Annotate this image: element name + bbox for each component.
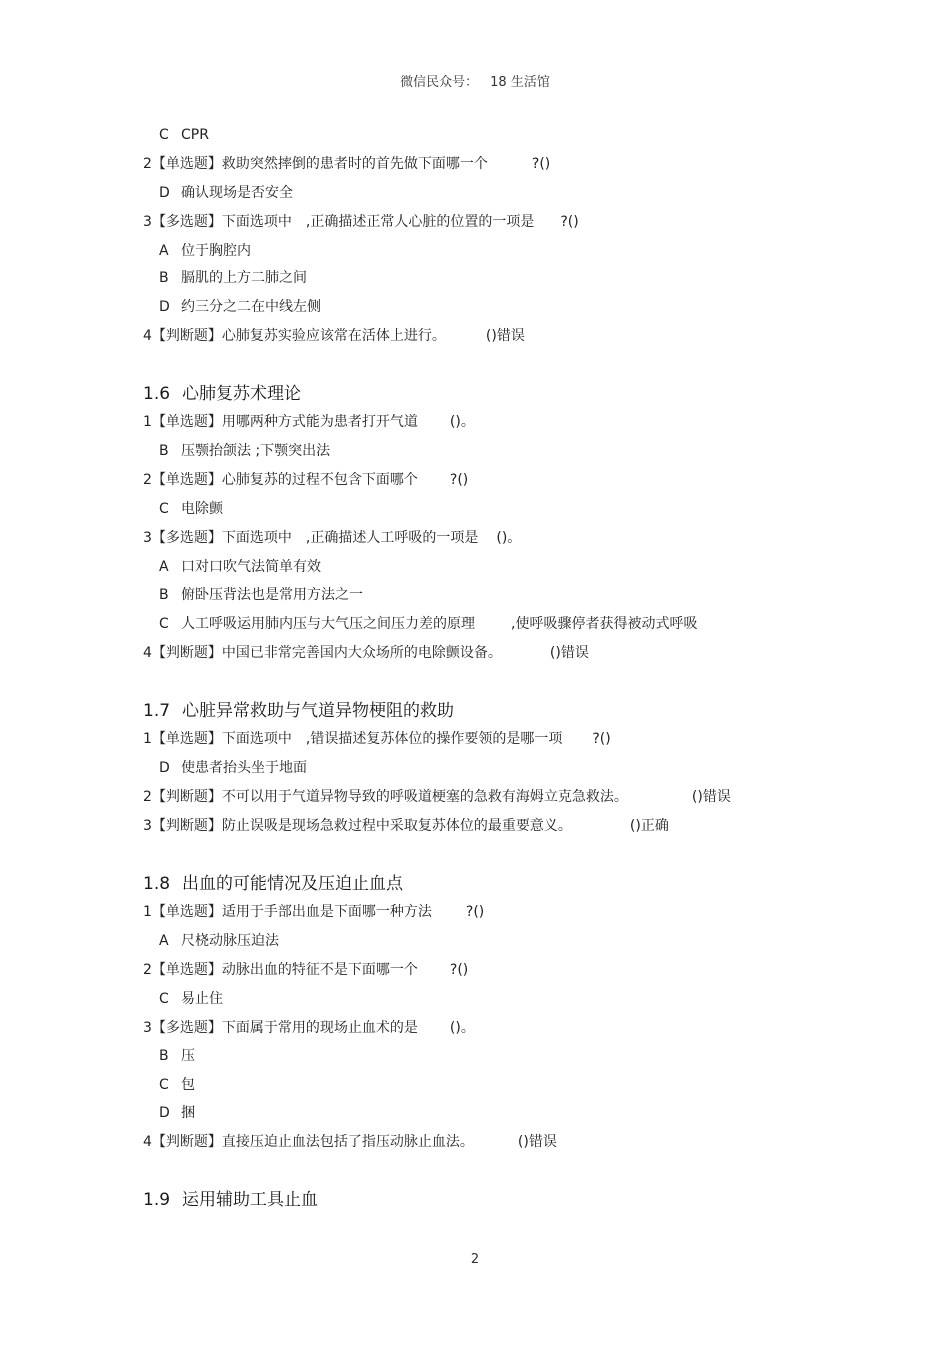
answer-option bbox=[159, 615, 697, 633]
option-text: 包 bbox=[181, 1077, 195, 1093]
question-text: 3【多选题】下面选项中 bbox=[143, 530, 292, 546]
question-tail: ?() bbox=[531, 156, 551, 172]
question-tail: ?() bbox=[465, 904, 485, 920]
option-text: 易止住 bbox=[181, 991, 223, 1007]
answer-option bbox=[159, 442, 330, 460]
question-line bbox=[143, 327, 525, 345]
answer-option bbox=[159, 184, 293, 202]
answer-option bbox=[159, 500, 223, 518]
option-text: 约三分之二在中线左侧 bbox=[181, 299, 321, 315]
page-header bbox=[0, 71, 950, 90]
question-tail: ()正确 bbox=[629, 818, 669, 834]
answer-option bbox=[159, 126, 209, 144]
question-tail: ()错误 bbox=[549, 645, 589, 661]
section-heading bbox=[143, 700, 454, 722]
question-text: 4【判断题】直接压迫止血法包括了指压动脉止血法。 bbox=[143, 1134, 474, 1150]
answer-option bbox=[159, 242, 251, 260]
answer-option bbox=[159, 1104, 195, 1122]
option-letter: C bbox=[159, 127, 169, 143]
question-tail: ()错误 bbox=[485, 328, 525, 344]
option-letter: C bbox=[159, 991, 169, 1007]
option-text: 位于胸腔内 bbox=[181, 243, 251, 259]
question-text: 2【单选题】动脉出血的特征不是下面哪一个 bbox=[143, 962, 418, 978]
question-tail: ()。 bbox=[449, 414, 475, 430]
question-answer: ()。 bbox=[496, 530, 522, 546]
option-text: 人工呼吸运用肺内压与大气压之间压力差的原理 bbox=[181, 616, 475, 632]
question-text: 4【判断题】中国已非常完善国内大众场所的电除颤设备。 bbox=[143, 645, 502, 661]
option-text: 膈肌的上方二肺之间 bbox=[181, 270, 307, 286]
question-tail: ,错误描述复苏体位的操作要领的是哪一项 bbox=[305, 731, 563, 747]
option-letter: B bbox=[159, 443, 169, 459]
question-tail: ,正确描述正常人心脏的位置的一项是 bbox=[305, 214, 535, 230]
question-line bbox=[143, 529, 521, 547]
question-text: 2【单选题】心肺复苏的过程不包含下面哪个 bbox=[143, 472, 418, 488]
section-title: 出血的可能情况及压迫止血点 bbox=[182, 874, 404, 894]
answer-option bbox=[159, 932, 279, 950]
option-text-tail: ,使呼吸骤停者获得被动式呼吸 bbox=[511, 616, 698, 632]
answer-option bbox=[159, 759, 307, 777]
section-title: 心脏异常救助与气道异物梗阻的救助 bbox=[182, 701, 455, 721]
section-number: 1.7 bbox=[143, 701, 171, 721]
answer-option bbox=[159, 586, 363, 604]
answer-option bbox=[159, 298, 321, 316]
question-text: 3【多选题】下面属于常用的现场止血术的是 bbox=[143, 1020, 418, 1036]
question-tail: ?() bbox=[449, 962, 469, 978]
option-text: CPR bbox=[181, 127, 209, 143]
question-text: 3【多选题】下面选项中 bbox=[143, 214, 292, 230]
option-letter: D bbox=[159, 185, 170, 201]
option-text: 使患者抬头坐于地面 bbox=[181, 760, 307, 776]
option-text: 压颚抬颌法 ;下颚突出法 bbox=[181, 443, 331, 459]
option-letter: B bbox=[159, 587, 169, 603]
question-text: 1【单选题】下面选项中 bbox=[143, 731, 292, 747]
question-line bbox=[143, 961, 468, 979]
option-letter: D bbox=[159, 299, 170, 315]
option-text: 尺桡动脉压迫法 bbox=[181, 933, 279, 949]
option-letter: A bbox=[159, 559, 169, 575]
answer-option bbox=[159, 269, 307, 287]
section-title: 运用辅助工具止血 bbox=[182, 1190, 319, 1210]
question-line bbox=[143, 471, 468, 489]
option-letter: C bbox=[159, 501, 169, 517]
question-text: 3【判断题】防止误吸是现场急救过程中采取复苏体位的最重要意义。 bbox=[143, 818, 572, 834]
option-letter: D bbox=[159, 760, 170, 776]
question-text: 1【单选题】适用于手部出血是下面哪一种方法 bbox=[143, 904, 432, 920]
answer-option bbox=[159, 990, 223, 1008]
section-number: 1.6 bbox=[143, 384, 171, 404]
question-answer: ?() bbox=[560, 214, 579, 230]
option-text: 电除颤 bbox=[181, 501, 223, 517]
question-line bbox=[143, 788, 731, 806]
option-letter: C bbox=[159, 616, 169, 632]
section-heading bbox=[143, 1189, 318, 1211]
question-text: 1【单选题】用哪两种方式能为患者打开气道 bbox=[143, 414, 418, 430]
header-name: 18 生活馆 bbox=[490, 75, 550, 90]
question-line bbox=[143, 155, 550, 173]
header-label: 微信民众号： bbox=[400, 75, 479, 90]
option-letter: C bbox=[159, 1077, 169, 1093]
question-line bbox=[143, 413, 475, 431]
option-letter: A bbox=[159, 243, 169, 259]
page-number: 2 bbox=[470, 1252, 480, 1267]
question-text: 2【判断题】不可以用于气道异物导致的呼吸道梗塞的急救有海姆立克急救法。 bbox=[143, 789, 628, 805]
question-line bbox=[143, 817, 669, 835]
option-letter: A bbox=[159, 933, 169, 949]
question-tail: ()错误 bbox=[517, 1134, 557, 1150]
question-tail: ?() bbox=[449, 472, 469, 488]
question-text: 4【判断题】心肺复苏实验应该常在活体上进行。 bbox=[143, 328, 446, 344]
option-text: 捆 bbox=[181, 1105, 195, 1121]
question-text: 2【单选题】救助突然摔倒的患者时的首先做下面哪一个 bbox=[143, 156, 488, 172]
section-heading bbox=[143, 383, 301, 405]
option-letter: B bbox=[159, 270, 169, 286]
question-line bbox=[143, 1133, 557, 1151]
section-title: 心肺复苏术理论 bbox=[182, 384, 302, 404]
question-answer: ?() bbox=[592, 731, 611, 747]
question-line bbox=[143, 730, 611, 748]
section-number: 1.9 bbox=[143, 1190, 171, 1210]
option-text: 压 bbox=[181, 1048, 195, 1064]
answer-option bbox=[159, 558, 321, 576]
option-text: 确认现场是否安全 bbox=[181, 185, 293, 201]
section-number: 1.8 bbox=[143, 874, 171, 894]
question-tail: ,正确描述人工呼吸的一项是 bbox=[305, 530, 479, 546]
question-line bbox=[143, 644, 589, 662]
section-heading bbox=[143, 873, 403, 895]
option-text: 口对口吹气法简单有效 bbox=[181, 559, 321, 575]
question-line bbox=[143, 1019, 475, 1037]
option-letter: B bbox=[159, 1048, 169, 1064]
option-text: 俯卧压背法也是常用方法之一 bbox=[181, 587, 363, 603]
question-tail: ()。 bbox=[449, 1020, 475, 1036]
option-letter: D bbox=[159, 1105, 170, 1121]
answer-option bbox=[159, 1076, 195, 1094]
question-tail: ()错误 bbox=[691, 789, 731, 805]
question-line bbox=[143, 213, 579, 231]
question-line bbox=[143, 903, 484, 921]
answer-option bbox=[159, 1047, 195, 1065]
